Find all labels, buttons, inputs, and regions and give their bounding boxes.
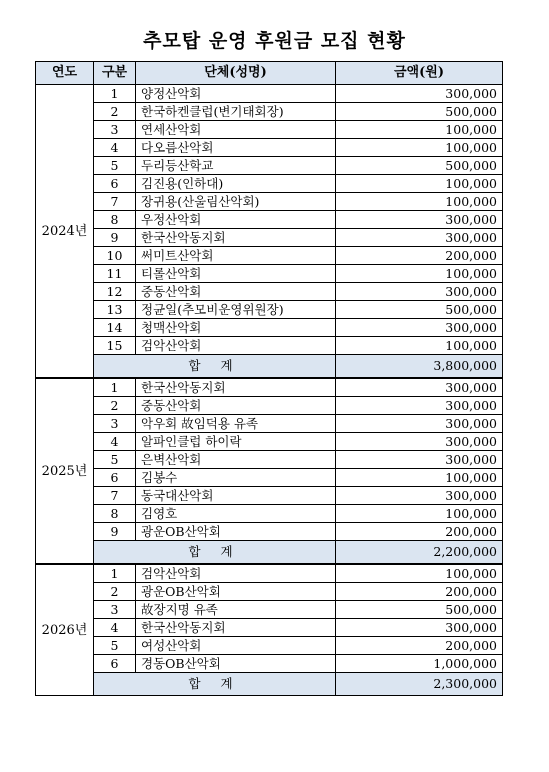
- amount-cell: 300,000: [336, 451, 503, 469]
- table-row: [36, 175, 503, 193]
- name-cell: 한국하켄클럽(변기태회장): [136, 103, 336, 121]
- total-row: [36, 673, 503, 696]
- name-cell: 故장지명 유족: [136, 601, 336, 619]
- amount-cell: 300,000: [336, 397, 503, 415]
- no-cell: 6: [94, 175, 136, 193]
- name-cell: 김봉수: [136, 469, 336, 487]
- no-cell: 2: [94, 103, 136, 121]
- total-row: [36, 541, 503, 565]
- amount-cell: 100,000: [336, 175, 503, 193]
- name-cell: 정균일(추모비운영위원장): [136, 301, 336, 319]
- name-cell: 티롤산악회: [136, 265, 336, 283]
- no-cell: 4: [94, 433, 136, 451]
- amount-cell: 500,000: [336, 157, 503, 175]
- header-amount: 금액(원): [336, 62, 503, 85]
- no-cell: 11: [94, 265, 136, 283]
- no-cell: 2: [94, 583, 136, 601]
- name-cell: 한국산악동지회: [136, 378, 336, 397]
- name-cell: 은벽산악회: [136, 451, 336, 469]
- header-name: 단체(성명): [136, 62, 336, 85]
- no-cell: 8: [94, 211, 136, 229]
- amount-cell: 300,000: [336, 487, 503, 505]
- table-header-row: [36, 62, 503, 85]
- no-cell: 1: [94, 378, 136, 397]
- amount-cell: 100,000: [336, 337, 503, 355]
- table-body: [36, 85, 503, 696]
- no-cell: 14: [94, 319, 136, 337]
- table-row: [36, 505, 503, 523]
- name-cell: 검악산악회: [136, 337, 336, 355]
- amount-cell: 300,000: [336, 283, 503, 301]
- no-cell: 7: [94, 487, 136, 505]
- table-row: [36, 433, 503, 451]
- no-cell: 3: [94, 121, 136, 139]
- table-row: [36, 319, 503, 337]
- amount-cell: 300,000: [336, 415, 503, 433]
- table-row: [36, 85, 503, 103]
- amount-cell: 300,000: [336, 433, 503, 451]
- no-cell: 1: [94, 564, 136, 583]
- no-cell: 6: [94, 469, 136, 487]
- no-cell: 5: [94, 637, 136, 655]
- name-cell: 광운OB산악회: [136, 583, 336, 601]
- table-row: [36, 337, 503, 355]
- no-cell: 4: [94, 619, 136, 637]
- amount-cell: 100,000: [336, 265, 503, 283]
- no-cell: 9: [94, 229, 136, 247]
- total-label: 합 계: [94, 355, 336, 379]
- total-amount: 3,800,000: [336, 355, 503, 379]
- name-cell: 김진용(인하대): [136, 175, 336, 193]
- donation-table: [35, 61, 503, 696]
- amount-cell: 300,000: [336, 229, 503, 247]
- no-cell: 9: [94, 523, 136, 541]
- total-amount: 2,200,000: [336, 541, 503, 565]
- name-cell: 써미트산악회: [136, 247, 336, 265]
- no-cell: 3: [94, 415, 136, 433]
- table-row: [36, 397, 503, 415]
- table-row: [36, 415, 503, 433]
- total-row: [36, 355, 503, 379]
- amount-cell: 300,000: [336, 378, 503, 397]
- amount-cell: 500,000: [336, 103, 503, 121]
- amount-cell: 100,000: [336, 139, 503, 157]
- name-cell: 동국대산악회: [136, 487, 336, 505]
- no-cell: 12: [94, 283, 136, 301]
- total-label: 합 계: [94, 541, 336, 565]
- amount-cell: 300,000: [336, 619, 503, 637]
- amount-cell: 100,000: [336, 121, 503, 139]
- amount-cell: 1,000,000: [336, 655, 503, 673]
- no-cell: 4: [94, 139, 136, 157]
- table-row: [36, 655, 503, 673]
- year-cell: 2026년: [36, 564, 94, 696]
- no-cell: 3: [94, 601, 136, 619]
- table-row: [36, 157, 503, 175]
- amount-cell: 200,000: [336, 583, 503, 601]
- no-cell: 15: [94, 337, 136, 355]
- header-no: 구분: [94, 62, 136, 85]
- table-row: [36, 564, 503, 583]
- no-cell: 7: [94, 193, 136, 211]
- no-cell: 2: [94, 397, 136, 415]
- amount-cell: 100,000: [336, 505, 503, 523]
- no-cell: 1: [94, 85, 136, 103]
- table-row: [36, 283, 503, 301]
- name-cell: 우정산악회: [136, 211, 336, 229]
- no-cell: 10: [94, 247, 136, 265]
- name-cell: 경동OB산악회: [136, 655, 336, 673]
- name-cell: 알파인클럽 하이락: [136, 433, 336, 451]
- amount-cell: 100,000: [336, 193, 503, 211]
- table-row: [36, 637, 503, 655]
- header-year: 연도: [36, 62, 94, 85]
- table-row: [36, 139, 503, 157]
- no-cell: 6: [94, 655, 136, 673]
- name-cell: 여성산악회: [136, 637, 336, 655]
- amount-cell: 100,000: [336, 564, 503, 583]
- table-row: [36, 619, 503, 637]
- amount-cell: 200,000: [336, 637, 503, 655]
- no-cell: 5: [94, 451, 136, 469]
- name-cell: 연세산악회: [136, 121, 336, 139]
- table-row: [36, 193, 503, 211]
- no-cell: 5: [94, 157, 136, 175]
- name-cell: 중동산악회: [136, 397, 336, 415]
- name-cell: 두리등산학교: [136, 157, 336, 175]
- table-row: [36, 229, 503, 247]
- name-cell: 중동산악회: [136, 283, 336, 301]
- name-cell: 청맥산악회: [136, 319, 336, 337]
- table-row: [36, 451, 503, 469]
- year-cell: 2025년: [36, 378, 94, 564]
- table-row: [36, 265, 503, 283]
- table-row: [36, 121, 503, 139]
- name-cell: 양정산악회: [136, 85, 336, 103]
- amount-cell: 200,000: [336, 247, 503, 265]
- table-row: [36, 523, 503, 541]
- amount-cell: 300,000: [336, 211, 503, 229]
- table-row: [36, 469, 503, 487]
- name-cell: 한국산악동지회: [136, 229, 336, 247]
- no-cell: 8: [94, 505, 136, 523]
- page-title: 추모탑 운영 후원금 모집 현황: [143, 30, 406, 52]
- total-label: 합 계: [94, 673, 336, 696]
- total-amount: 2,300,000: [336, 673, 503, 696]
- amount-cell: 300,000: [336, 85, 503, 103]
- table-row: [36, 601, 503, 619]
- name-cell: 김영호: [136, 505, 336, 523]
- year-cell: 2024년: [36, 85, 94, 379]
- name-cell: 광운OB산악회: [136, 523, 336, 541]
- table-row: [36, 247, 503, 265]
- no-cell: 13: [94, 301, 136, 319]
- name-cell: 한국산악동지회: [136, 619, 336, 637]
- name-cell: 장귀용(산울림산악회): [136, 193, 336, 211]
- amount-cell: 500,000: [336, 301, 503, 319]
- table-row: [36, 487, 503, 505]
- amount-cell: 100,000: [336, 469, 503, 487]
- name-cell: 검악산악회: [136, 564, 336, 583]
- table-row: [36, 378, 503, 397]
- amount-cell: 300,000: [336, 319, 503, 337]
- name-cell: 악우회 故임덕용 유족: [136, 415, 336, 433]
- table-row: [36, 103, 503, 121]
- table-row: [36, 583, 503, 601]
- amount-cell: 200,000: [336, 523, 503, 541]
- name-cell: 다오름산악회: [136, 139, 336, 157]
- table-row: [36, 211, 503, 229]
- table-row: [36, 301, 503, 319]
- amount-cell: 500,000: [336, 601, 503, 619]
